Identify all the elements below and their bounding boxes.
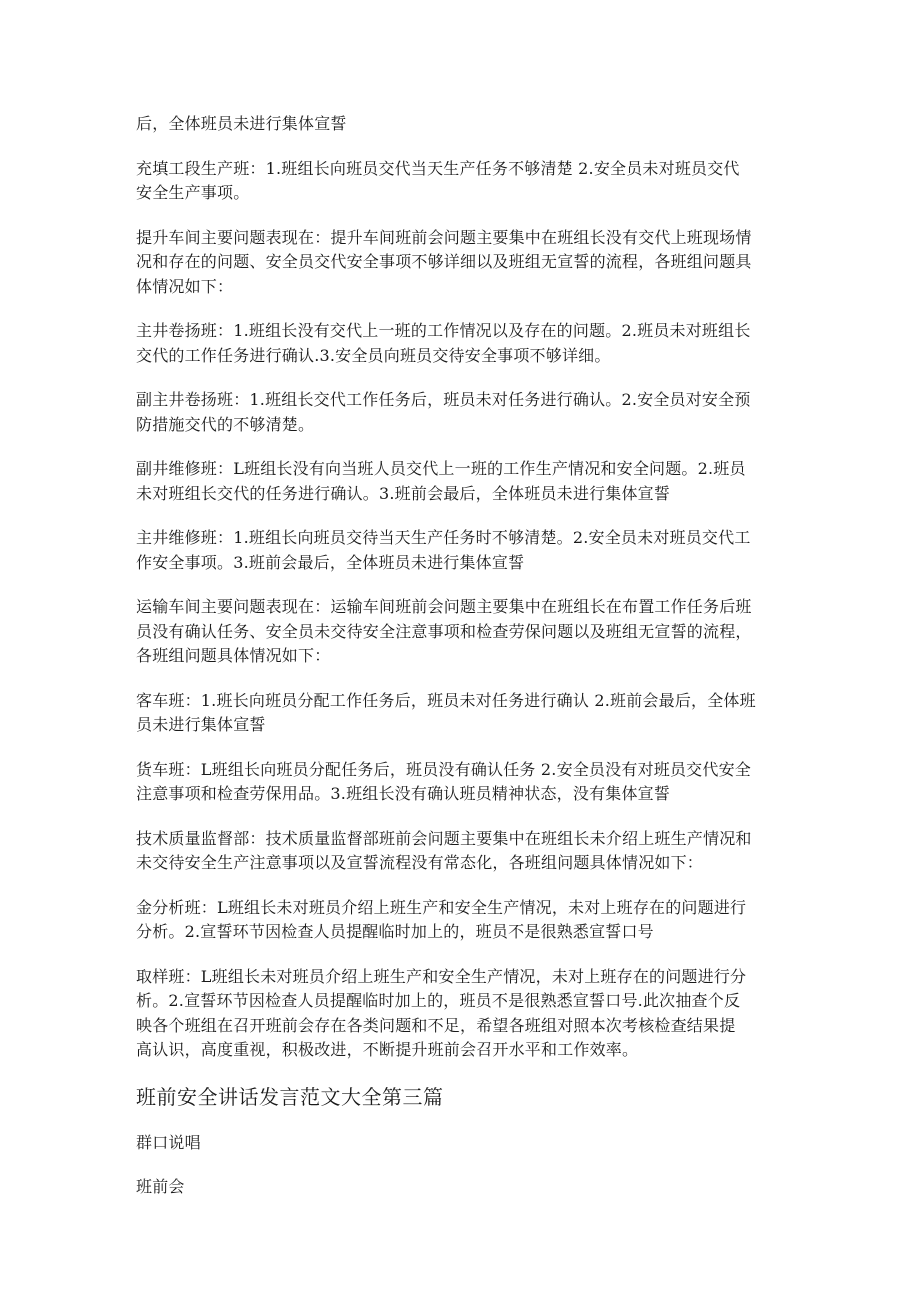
paragraph-4: 主井卷扬班：1.班组长没有交代上一班的工作情况以及存在的问题。2.班员未对班组长 交代的工作任务进行确认.3.安全员向班员交待安全事项不够详细。 xyxy=(136,321,751,365)
paragraph-12: 金分析班：L班组长未对班员介绍上班生产和安全生产情况，未对上班存在的问题进行 分析。2.宣誓环节因检查人员提醒临时加上的，班员不是很熟悉宣誓口号 xyxy=(136,897,747,941)
document-page xyxy=(136,112,786,1220)
paragraph-10: 货车班：L班组长向班员分配任务后，班员没有确认任务 2.安全员没有对班员交代安全 注意事项和检查劳保用品。3.班组长没有确认班员精神状态，没有集体宣誓 xyxy=(136,759,751,803)
trailing-line-1: 群口说唱 xyxy=(136,1132,201,1152)
paragraph-6: 副井维修班：L班组长没有向当班人员交代上一班的工作生产情况和安全问题。2.班员 未对班组长交代的任务进行确认。3.班前会最后，全体班员未进行集体宣誓 xyxy=(136,459,746,503)
paragraph-13: 取样班：L班组长未对班员介绍上班生产和安全生产情况，未对上班存在的问题进行分 析。2.宣誓环节因检查人员提醒临时加上的，班员不是很熟悉宣誓口号.此次抽查个反 映各个班组在召开班前会存在各类问题和不足，希望各班组对照本次考核检查结果提 高认识，高度重视，积极改进，不断提升班前会召开水平和工作效率。 xyxy=(136,966,747,1059)
trailing-line-2: 班前会 xyxy=(136,1177,185,1196)
section-heading: 班前安全讲话发言范文大全第三篇 xyxy=(136,1084,444,1109)
paragraph-9: 客车班：1.班长向班员分配工作任务后，班员未对任务进行确认 2.班前会最后，全体班 员未进行集体宣誓 xyxy=(136,690,756,734)
paragraph-7: 主井维修班：1.班组长向班员交待当天生产任务时不够清楚。2.安全员未对班员交代工 作安全事项。3.班前会最后，全体班员未进行集体宣誓 xyxy=(136,528,751,572)
paragraph-11: 技术质量监督部：技术质量监督部班前会问题主要集中在班组长未介绍上班生产情况和 未交待安全生产注意事项以及宣誓流程没有常态化，各班组问题具体情况如下： xyxy=(136,828,752,872)
paragraph-8: 运输车间主要问题表现在：运输车间班前会问题主要集中在班组长在布置工作任务后班 员没有确认任务、安全员未交待安全注意事项和检查劳保问题以及班组无宣誓的流程， 各班组问题具体情况如下： xyxy=(136,597,752,665)
paragraph-1: 后，全体班员未进行集体宣誓 xyxy=(136,114,347,133)
paragraph-2: 充填工段生产班：1.班组长向班员交代当天生产任务不够清楚 2.安全员未对班员交代 安全生产事项。 xyxy=(136,158,740,202)
paragraph-5: 副主井卷扬班：1.班组长交代工作任务后，班员未对任务进行确认。2.安全员对安全预 防措施交代的不够清楚。 xyxy=(136,390,751,434)
paragraph-3: 提升车间主要问题表现在：提升车间班前会问题主要集中在班组长没有交代上班现场情 况和存在的问题、安全员交代安全事项不够详细以及班组无宣誓的流程，各班组问题具 体情况如下： xyxy=(136,227,752,296)
